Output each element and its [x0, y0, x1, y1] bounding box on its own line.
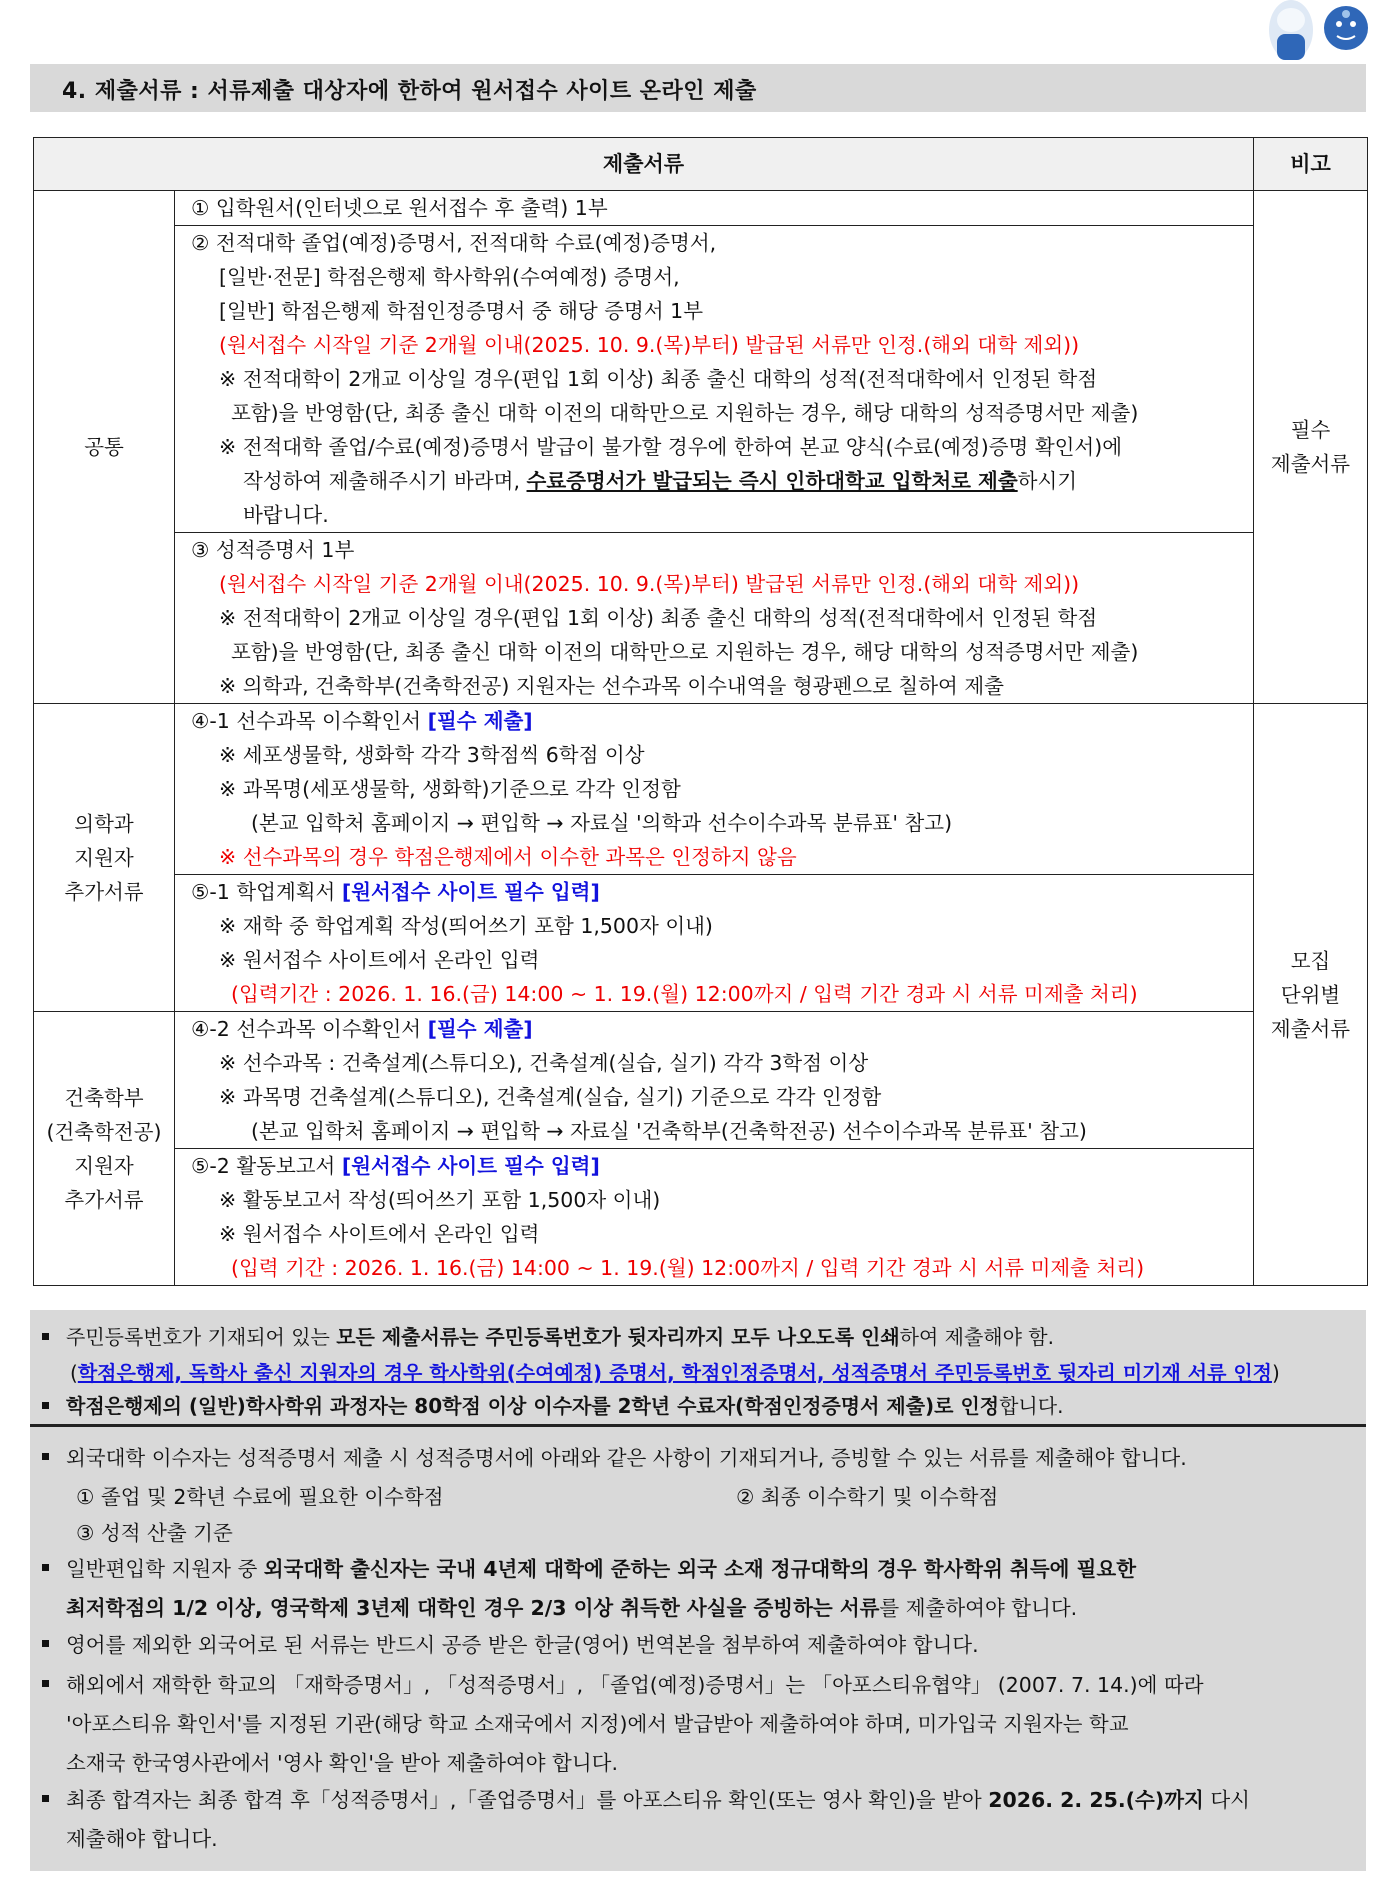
note-text: 학점은행제의 (일반)학사학위 과정자는 80학점 이상 이수자를 2학년 수료자(학점인정증명서 제출)로 인정합니다. [66, 1394, 1064, 1418]
table-row [34, 704, 1368, 875]
note-text: ① 졸업 및 2학년 수료에 필요한 이수학점 [76, 1485, 444, 1509]
note-text: 일반편입학 지원자 중 외국대학 출신자는 국내 4년제 대학에 준하는 외국 소재 정규대학의 경우 학사학위 취득에 필요한 [66, 1557, 1137, 1581]
note-per-unit [1254, 704, 1368, 1286]
section-title: 4. 제출서류 : 서류제출 대상자에 한하여 원서접수 사이트 온라인 제출 [62, 79, 757, 104]
item-text: ③ 성적증명서 1부 [191, 538, 355, 562]
note-line: 단위별 [1280, 982, 1341, 1007]
note-line: 모집 [1290, 948, 1331, 973]
note-text: (본교 입학처 홈페이지 → 편입학 → 자료실 '건축학부(건축학전공) 선수이수과목 분류표' 참고) [251, 1119, 1087, 1143]
table-header-row [34, 138, 1368, 191]
mascot-illustration [1251, 0, 1371, 62]
doc-item-5-2 [175, 1149, 1254, 1286]
note-line: 제출서류 [1270, 452, 1351, 476]
item-text: ④-1 선수과목 이수확인서 [필수 제출] [191, 709, 533, 733]
doc-item-3 [175, 533, 1254, 704]
deadline-notice: (입력 기간 : 2026. 1. 16.(금) 14:00 ~ 1. 19.(월) 12:00까지 / 입력 기간 경과 시 서류 미제출 처리) [231, 1256, 1145, 1280]
note-line: 필수 [1290, 418, 1331, 442]
note-text: ※ 전적대학이 2개교 이상일 경우(편입 1회 이상) 최종 출신 대학의 성적(전적대학에서 인정된 학점 [219, 367, 1098, 391]
note-text: 포함)을 반영함(단, 최종 출신 대학 이전의 대학만으로 지원하는 경우, 해당 대학의 성적증명서만 제출) [231, 401, 1139, 425]
table-row [34, 226, 1368, 533]
note-text: (학점은행제, 독학사 출신 지원자의 경우 학사학위(수여예정) 증명서, 학점인정증명서, 성적증명서 주민등록번호 뒷자리 미기재 서류 인정) [70, 1361, 1280, 1385]
table-row [34, 1149, 1368, 1286]
note-text: ② 최종 이수학기 및 이수학점 [736, 1485, 999, 1509]
item-text: ② 전적대학 졸업(예정)증명서, 전적대학 수료(예정)증명서, [191, 231, 717, 255]
header-docs: 제출서류 [34, 138, 1254, 191]
note-text: (본교 입학처 홈페이지 → 편입학 → 자료실 '의학과 선수이수과목 분류표' 참고) [251, 811, 953, 835]
note-text: 최저학점의 1/2 이상, 영국학제 3년제 대학인 경우 2/3 이상 취득한 사실을 증빙하는 서류를 제출하여야 합니다. [66, 1596, 1078, 1620]
category-medical: 의학과 지원자 추가서류 [34, 704, 175, 1012]
note-text: 바랍니다. [243, 503, 329, 527]
doc-item-2 [175, 226, 1254, 533]
note-text: 주민등록번호가 기재되어 있는 모든 제출서류는 주민등록번호가 뒷자리까지 모두 나오도록 인쇄하여 제출해야 함. [66, 1325, 1054, 1349]
notes-block-2 [30, 1427, 1366, 1871]
note-text: 포함)을 반영함(단, 최종 출신 대학 이전의 대학만으로 지원하는 경우, 해당 대학의 성적증명서만 제출) [231, 640, 1139, 664]
note-text: ※ 원서접수 사이트에서 온라인 입력 [219, 1222, 540, 1246]
item-text: ⑤-2 활동보고서 [원서접수 사이트 필수 입력] [191, 1154, 600, 1178]
bullet-icon [42, 1402, 49, 1409]
note-text: ※ 의학과, 건축학부(건축학전공) 지원자는 선수과목 이수내역을 형광펜으로 칠하여 제출 [219, 674, 1004, 698]
table-row [34, 533, 1368, 704]
note-text: ※ 재학 중 학업계획 작성(띄어쓰기 포함 1,500자 이내) [219, 914, 713, 938]
item-text: [일반·전문] 학점은행제 학사학위(수여예정) 증명서, [219, 265, 680, 289]
note-required [1254, 191, 1368, 704]
note-text: 제출해야 합니다. [66, 1827, 218, 1851]
item-text: [일반] 학점은행제 학점인정증명서 중 해당 증명서 1부 [219, 299, 703, 323]
category-common: 공통 [34, 191, 175, 704]
bullet-icon [42, 1564, 49, 1571]
validity-notice: (원서접수 시작일 기준 2개월 이내(2025. 10. 9.(목)부터) 발급된 서류만 인정.(해외 대학 제외)) [219, 333, 1080, 357]
bullet-icon [42, 1680, 49, 1687]
item-text: ④-2 선수과목 이수확인서 [필수 제출] [191, 1017, 533, 1041]
deadline-notice: (입력기간 : 2026. 1. 16.(금) 14:00 ~ 1. 19.(월) 12:00까지 / 입력 기간 경과 시 서류 미제출 처리) [231, 982, 1138, 1006]
category-architecture: 건축학부 (건축학전공) 지원자 추가서류 [34, 1012, 175, 1286]
bullet-icon [42, 1333, 49, 1340]
bullet-icon [42, 1795, 49, 1802]
note-text: 외국대학 이수자는 성적증명서 제출 시 성적증명서에 아래와 같은 사항이 기재되거나, 증빙할 수 있는 서류를 제출해야 합니다. [66, 1446, 1187, 1470]
validity-notice: (원서접수 시작일 기준 2개월 이내(2025. 10. 9.(목)부터) 발급된 서류만 인정.(해외 대학 제외)) [219, 572, 1080, 596]
note-text: '아포스티유 확인서'를 지정된 기관(해당 학교 소재국에서 지정)에서 발급받아 제출하여야 하며, 미가입국 지원자는 학교 [66, 1712, 1129, 1736]
note-text: ※ 선수과목 : 건축설계(스튜디오), 건축설계(실습, 실기) 각각 3학점 이상 [219, 1051, 869, 1075]
note-text: ※ 과목명 건축설계(스튜디오), 건축설계(실습, 실기) 기준으로 각각 인정함 [219, 1085, 882, 1109]
note-text: ③ 성적 산출 기준 [76, 1521, 233, 1545]
note-text: ※ 과목명(세포생물학, 생화학)기준으로 각각 인정함 [219, 777, 681, 801]
section-header [30, 64, 1366, 112]
note-text: 작성하여 제출해주시기 바라며, 수료증명서가 발급되는 즉시 인하대학교 입학처로 제출하시기 [243, 469, 1078, 493]
doc-item-4-1 [175, 704, 1254, 875]
header-note: 비고 [1254, 138, 1368, 191]
note-text: 해외에서 재학한 학교의 「재학증명서」, 「성적증명서」, 「졸업(예정)증명서」는 「아포스티유협약」 (2007. 7. 14.)에 따라 [66, 1673, 1204, 1697]
table-row [34, 875, 1368, 1012]
note-text: 소재국 한국영사관에서 '영사 확인'을 받아 제출하여야 합니다. [66, 1751, 618, 1775]
item-text: ① 입학원서(인터넷으로 원서접수 후 출력) 1부 [191, 196, 608, 220]
warning-text: ※ 선수과목의 경우 학점은행제에서 이수한 과목은 인정하지 않음 [219, 845, 797, 869]
doc-item-1 [175, 191, 1254, 226]
table-row [34, 191, 1368, 226]
note-text: ※ 원서접수 사이트에서 온라인 입력 [219, 948, 540, 972]
doc-item-4-2 [175, 1012, 1254, 1149]
note-text: 영어를 제외한 외국어로 된 서류는 반드시 공증 받은 한글(영어) 번역본을 첨부하여 제출하여야 합니다. [66, 1633, 979, 1657]
doc-item-5-1 [175, 875, 1254, 1012]
note-text: ※ 활동보고서 작성(띄어쓰기 포함 1,500자 이내) [219, 1188, 661, 1212]
bullet-icon [42, 1640, 49, 1647]
note-text: ※ 세포생물학, 생화학 각각 3학점씩 6학점 이상 [219, 743, 645, 767]
bullet-icon [42, 1453, 49, 1460]
note-line: 제출서류 [1270, 1016, 1351, 1041]
item-text: ⑤-1 학업계획서 [원서접수 사이트 필수 입력] [191, 880, 600, 904]
note-text: ※ 전적대학 졸업/수료(예정)증명서 발급이 불가할 경우에 한하여 본교 양식(수료(예정)증명 확인서)에 [219, 435, 1123, 459]
documents-table [33, 137, 1368, 1286]
note-text: ※ 전적대학이 2개교 이상일 경우(편입 1회 이상) 최종 출신 대학의 성적(전적대학에서 인정된 학점 [219, 606, 1098, 630]
notes-block-1 [30, 1310, 1366, 1427]
table-row [34, 1012, 1368, 1149]
note-text: 최종 합격자는 최종 합격 후「성적증명서」,「졸업증명서」를 아포스티유 확인(또는 영사 확인)을 받아 2026. 2. 25.(수)까지 다시 [66, 1788, 1250, 1812]
